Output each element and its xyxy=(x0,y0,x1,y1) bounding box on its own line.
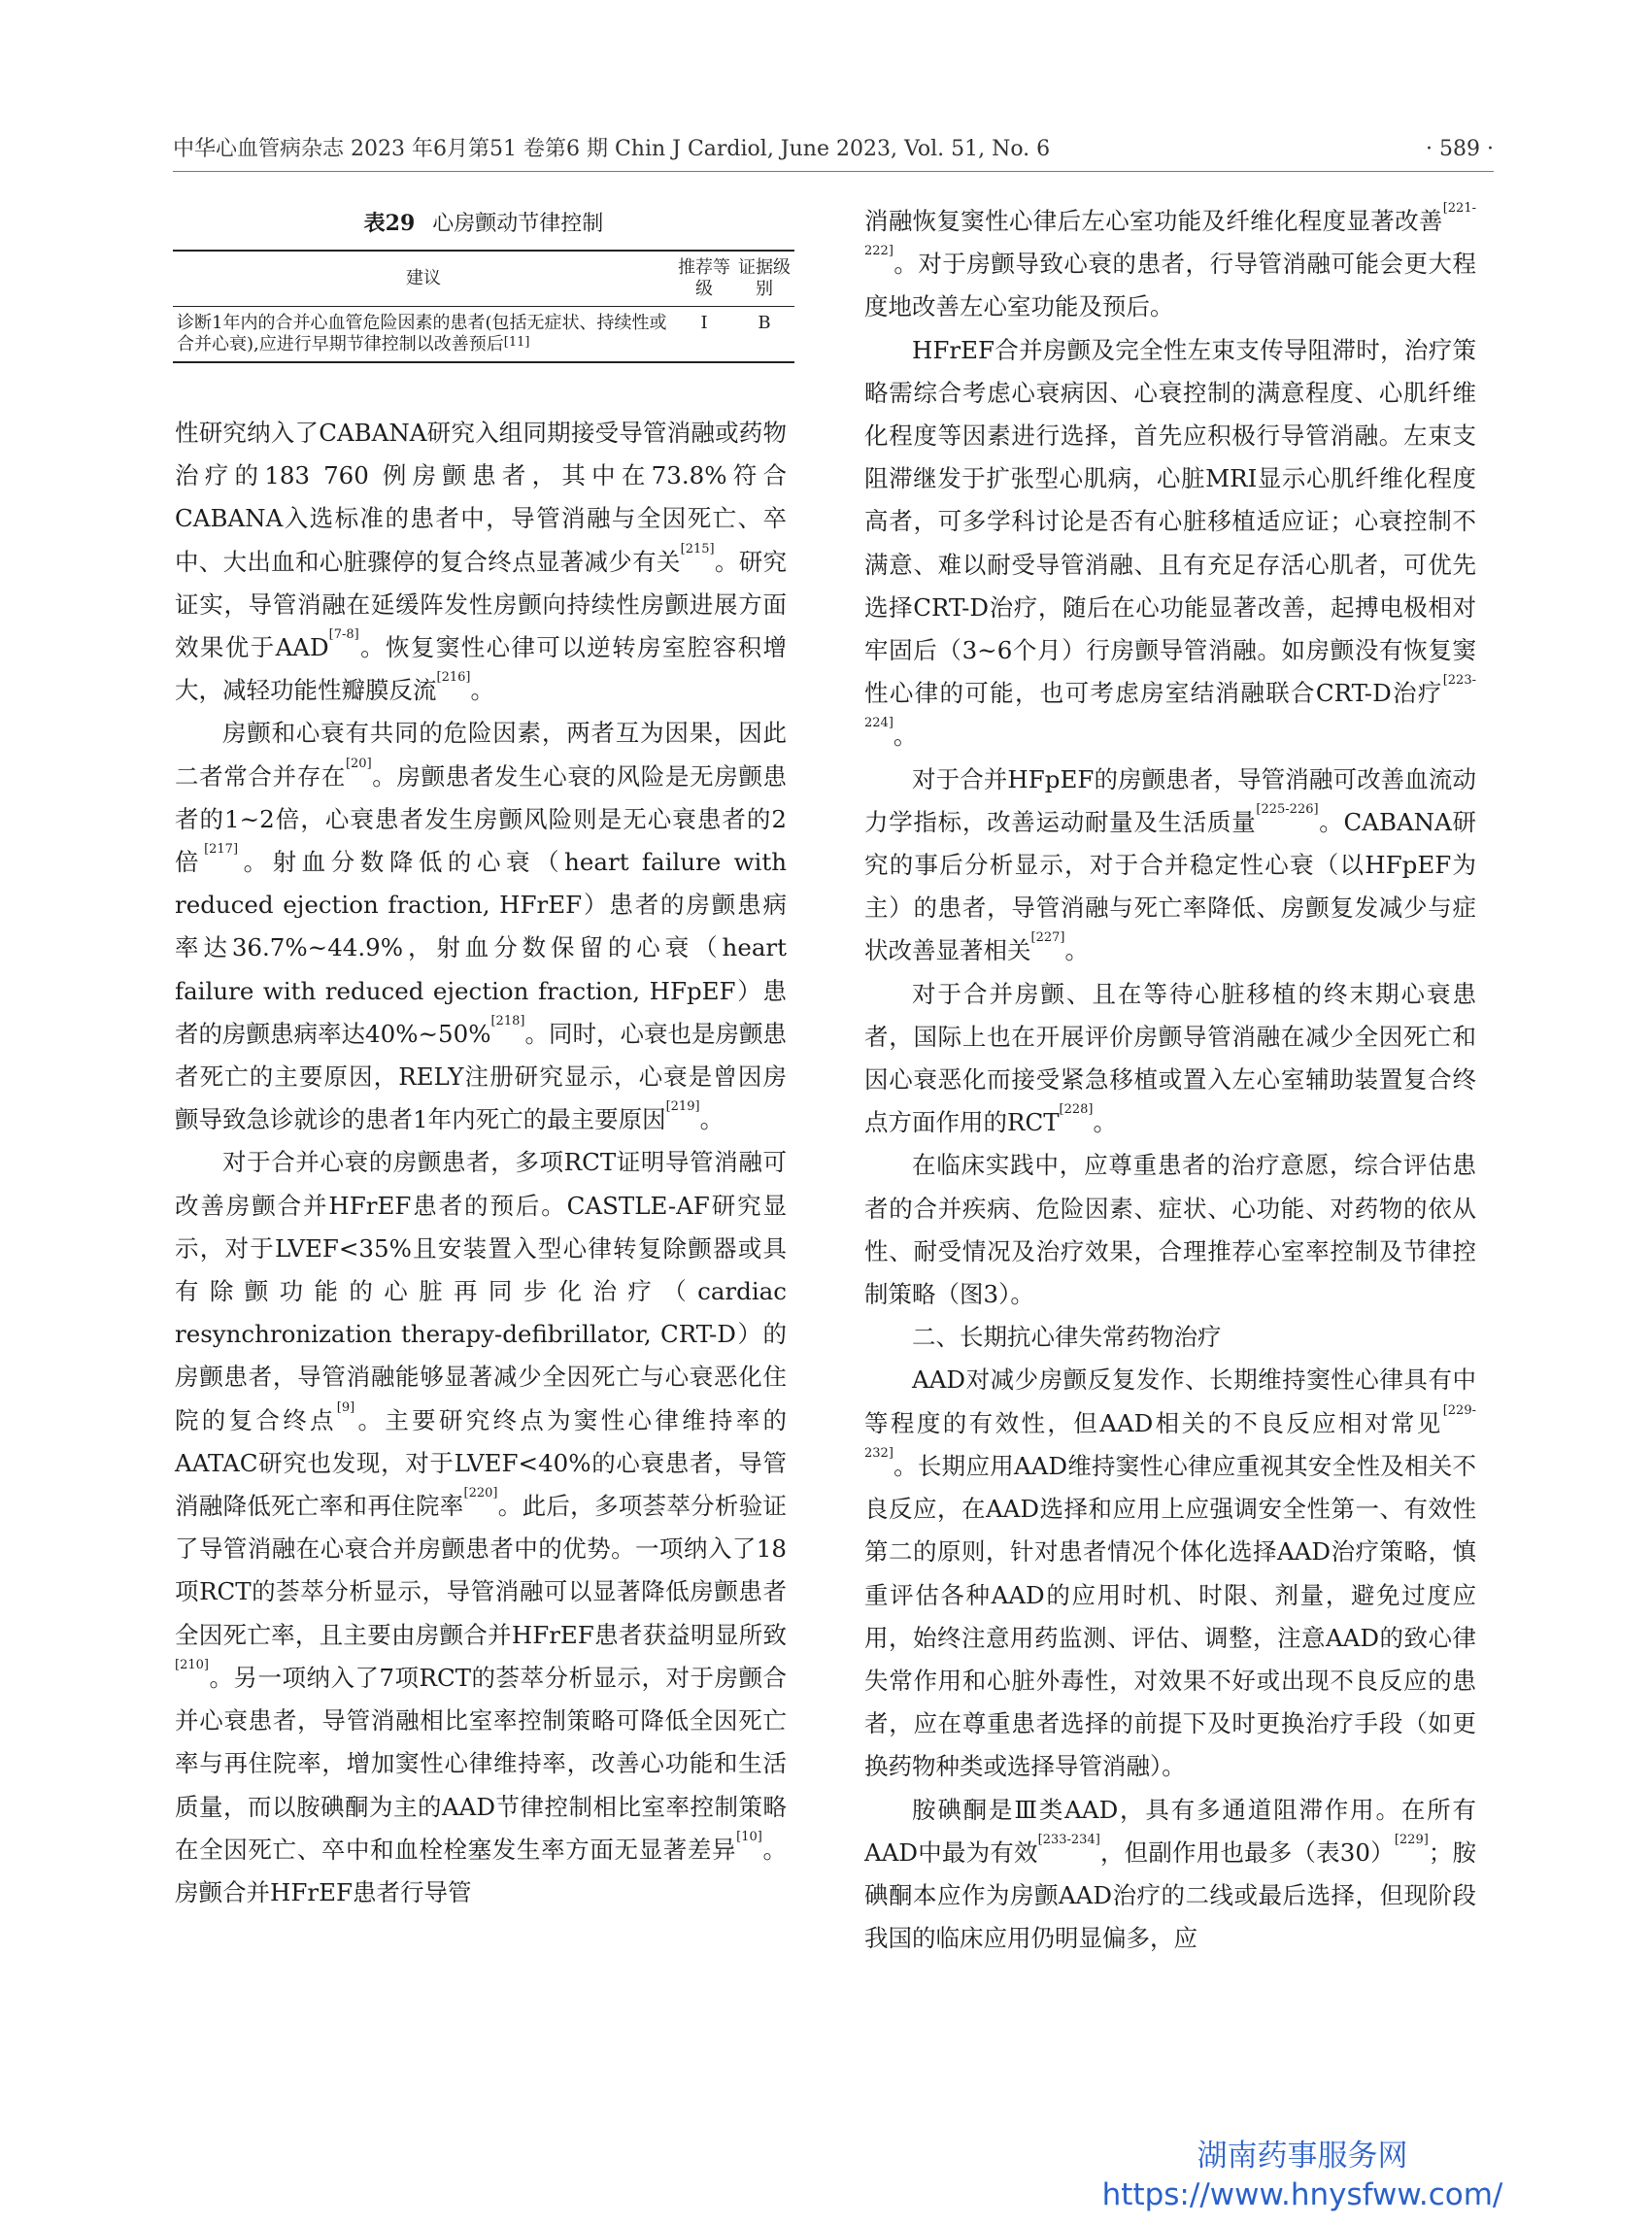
recommendation-table xyxy=(173,250,794,363)
table-row xyxy=(173,307,794,363)
watermark-name: 湖南药事服务网 xyxy=(1197,2139,1408,2174)
running-header xyxy=(173,132,1494,167)
watermark-url: https://www.hnysfww.com/ xyxy=(1101,2177,1503,2212)
col-header-recommendation: 建议 xyxy=(406,268,441,288)
paragraph: 对于合并房颤、且在等待心脏移植的终末期心衰患者，国际上也在开展评价房颤导管消融在减少全因死亡和因心衰恶化而接受紧急移植或置入左心室辅助装置复合终点方面作用的RCT[228]。 xyxy=(864,979,1476,1137)
paragraph: 房颤和心衰有共同的危险因素，两者互为因果，因此二者常合并存在[20]。房颤患者发生心衰的风险是无房颤患者的1~2倍，心衰患者发生房颤风险则是无心衰患者的2倍[217]。射血分数降低的心衰（heart failure with reduced ejection fraction, HFrEF）患者的房颤患病率达36.7%~44.9%，射血分数保留的心衰（heart failure with reduced ejection fraction, HFpEF）患者的房颤患病率达40%~50%[218]。同时，心衰也是房颤患者死亡的主要原因，RELY注册研究显示，心衰是曾因房颤导致急诊就诊的患者1年内死亡的最主要原因[219]。 xyxy=(175,719,788,1134)
right-column xyxy=(864,200,1476,1960)
page-number: · 589 · xyxy=(1426,137,1494,161)
table-header-row xyxy=(173,251,794,307)
table-label: 表29 xyxy=(363,211,416,236)
paragraph: 性研究纳入了CABANA研究入组同期接受导管消融或药物治疗的183 760 例房颤患者，其中在73.8%符合CABANA入选标准的患者中，导管消融与全因死亡、卒中、大出血和心脏骤停的复合终点显著减少有关[215]。研究证实，导管消融在延缓阵发性房颤向持续性房颤进展方面效果优于AAD[7-8]。恢复窦性心律可以逆转房室腔容积增大，减轻功能性瓣膜反流[216]。 xyxy=(175,419,788,705)
class-cell: Ⅰ xyxy=(700,313,708,333)
paragraph: 在临床实践中，应尊重患者的治疗意愿，综合评估患者的合并疾病、危险因素、症状、心功能、对药物的依从性、耐受情况及治疗效果，合理推荐心室率控制及节律控制策略（图3）。 xyxy=(864,1151,1476,1309)
col-header-class: 推荐等级 xyxy=(678,257,730,299)
left-column xyxy=(175,412,787,1914)
table-29 xyxy=(173,202,794,363)
table-title: 心房颤动节律控制 xyxy=(432,212,604,236)
level-cell: B xyxy=(758,313,771,333)
paragraph: 对于合并心衰的房颤患者，多项RCT证明导管消融可改善房颤合并HFrEF患者的预后。CASTLE-AF研究显示，对于LVEF<35%且安装置入型心律转复除颤器或具有除颤功能的心脏再同步化治疗（cardiac resynchronization therapy-defibrillator, CRT-D）的房颤患者，导管消融能够显著减少全因死亡与心衰恶化住院的复合终点[9]。主要研究终点为窦性心律维持率的AATAC研究也发现，对于LVEF<40%的心衰患者，导管消融降低死亡率和再住院率[220]。此后，多项荟萃分析验证了导管消融在心衰合并房颤患者中的优势。一项纳入了18项RCT的荟萃分析显示，导管消融可以显著降低房颤患者全因死亡率，且主要由房颤合并HFrEF患者获益明显所致[210]。另一项纳入了7项RCT的荟萃分析显示，对于房颤合并心衰患者，导管消融相比室率控制策略可降低全因死亡率与再住院率，增加窦性心律维持率，改善心功能和生活质量，而以胺碘酮为主的AAD节律控制相比室率控制策略在全因死亡、卒中和血栓栓塞发生率方面无显著差异[10]。房颤合并HFrEF患者行导管 xyxy=(175,1148,788,1906)
paragraph: 消融恢复窦性心律后左心室功能及纤维化程度显著改善[221-222]。对于房颤导致心衰的患者，行导管消融可能会更大程度地改善左心室功能及预后。 xyxy=(864,201,1476,321)
watermark xyxy=(1098,2137,1506,2214)
journal-citation: 中华心血管病杂志 2023 年6月第51 卷第6 期 Chin J Cardiol, June 2023, Vol. 51, No. 6 xyxy=(173,137,1051,161)
table-caption xyxy=(173,202,794,246)
paragraph: AAD对减少房颤反复发作、长期维持窦性心律具有中等程度的有效性，但AAD相关的不良反应相对常见[229-232]。长期应用AAD维持窦性心律应重视其安全性及相关不良反应，在AAD选择和应用上应强调安全性第一、有效性第二的原则，针对患者情况个体化选择AAD治疗策略，慎重评估各种AAD的应用时机、时限、剂量，避免过度应用，始终注意用药监测、评估、调整，注意AAD的致心律失常作用和心脏外毒性，对效果不好或出现不良反应的患者，应在尊重患者选择的前提下及时更换治疗手段（如更换药物种类或选择导管消融）。 xyxy=(864,1365,1476,1781)
section-heading: 二、长期抗心律失常药物治疗 xyxy=(912,1323,1222,1352)
paragraph: 胺碘酮是Ⅲ类AAD，具有多通道阻滞作用。在所有AAD中最为有效[233-234]，但副作用也最多（表30）[229]；胺碘酮本应作为房颤AAD治疗的二线或最后选择，但现阶段我国的临床应用仍明显偏多，应 xyxy=(864,1795,1476,1953)
col-header-level: 证据级别 xyxy=(738,257,791,299)
recommendation-cell: 诊断1年内的合并心血管危险因素的患者(包括无症状、持续性或合并心衰),应进行早期节律控制以改善预后[11] xyxy=(177,313,667,354)
paragraph: HFrEF合并房颤及完全性左束支传导阻滞时，治疗策略需综合考虑心衰病因、心衰控制的满意程度、心肌纤维化程度等因素进行选择，首先应积极行导管消融。左束支阻滞继发于扩张型心肌病，心脏MRI显示心肌纤维化程度高者，可多学科讨论是否有心脏移植适应证；心衰控制不满意、难以耐受导管消融、且有充足存活心肌者，可优先选择CRT-D治疗，随后在心功能显著改善，起搏电极相对牢固后（3~6个月）行房颤导管消融。如房颤没有恢复窦性心律的可能，也可考虑房室结消融联合CRT-D治疗[223-224]。 xyxy=(864,335,1476,751)
paragraph: 对于合并HFpEF的房颤患者，导管消融可改善血流动力学指标，改善运动耐量及生活质量[225-226]。CABANA研究的事后分析显示，对于合并稳定性心衰（以HFpEF为主）的患者，导管消融与死亡率降低、房颤复发减少与症状改善显著相关[227]。 xyxy=(864,764,1476,965)
header-rule xyxy=(173,171,1494,172)
